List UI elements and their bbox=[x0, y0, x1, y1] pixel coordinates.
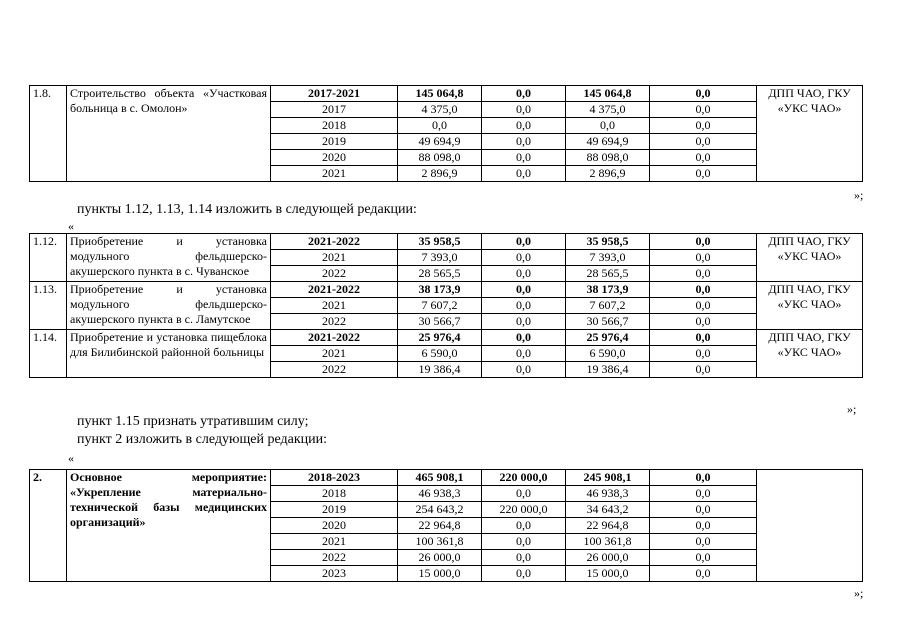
year-cell: 2019 bbox=[271, 502, 398, 518]
closing-quote-1: »; bbox=[854, 188, 864, 202]
amount-cell: 0,0 bbox=[650, 234, 757, 250]
amount-cell: 35 958,5 bbox=[398, 234, 482, 250]
item-number: 1.8. bbox=[30, 86, 67, 182]
program-table-3 bbox=[29, 469, 863, 582]
amount-cell: 0,0 bbox=[650, 330, 757, 346]
amount-cell: 0,0 bbox=[482, 166, 566, 182]
amount-cell: 0,0 bbox=[650, 314, 757, 330]
amount-cell: 0,0 bbox=[482, 134, 566, 150]
amount-cell: 0,0 bbox=[482, 150, 566, 166]
amount-cell: 0,0 bbox=[650, 150, 757, 166]
amount-cell: 0,0 bbox=[650, 566, 757, 582]
year-cell: 2019 bbox=[271, 134, 398, 150]
year-cell: 2022 bbox=[271, 266, 398, 282]
year-cell: 2022 bbox=[271, 314, 398, 330]
amount-cell: 0,0 bbox=[650, 250, 757, 266]
year-cell: 2020 bbox=[271, 150, 398, 166]
amount-cell: 254 643,2 bbox=[398, 502, 482, 518]
year-cell: 2021 bbox=[271, 250, 398, 266]
amount-cell: 0,0 bbox=[482, 314, 566, 330]
amount-cell: 0,0 bbox=[650, 118, 757, 134]
table-row bbox=[30, 282, 863, 298]
amount-cell: 0,0 bbox=[482, 566, 566, 582]
amount-cell: 6 590,0 bbox=[398, 346, 482, 362]
amount-cell: 0,0 bbox=[650, 298, 757, 314]
amount-cell: 15 000,0 bbox=[398, 566, 482, 582]
amount-cell: 220 000,0 bbox=[482, 470, 566, 486]
year-cell: 2021-2022 bbox=[271, 234, 398, 250]
year-cell: 2021 bbox=[271, 298, 398, 314]
item-name: Приобретение и установка модульного фельдшерско-акушерского пункта в с. Чуванское bbox=[67, 234, 271, 282]
amount-cell: 4 375,0 bbox=[398, 102, 482, 118]
table-row bbox=[30, 330, 863, 346]
amount-cell: 0,0 bbox=[482, 518, 566, 534]
amount-cell: 0,0 bbox=[650, 362, 757, 378]
amount-cell: 38 173,9 bbox=[398, 282, 482, 298]
amount-cell: 0,0 bbox=[482, 534, 566, 550]
responsible-executor: ДПП ЧАО, ГКУ «УКС ЧАО» bbox=[757, 86, 863, 182]
responsible-executor bbox=[757, 470, 863, 582]
amount-cell: 49 694,9 bbox=[566, 134, 650, 150]
amount-cell: 0,0 bbox=[650, 534, 757, 550]
amount-cell: 100 361,8 bbox=[566, 534, 650, 550]
year-cell: 2022 bbox=[271, 362, 398, 378]
amount-cell: 34 643,2 bbox=[566, 502, 650, 518]
amount-cell: 245 908,1 bbox=[566, 470, 650, 486]
amount-cell: 2 896,9 bbox=[566, 166, 650, 182]
amount-cell: 46 938,3 bbox=[566, 486, 650, 502]
item-name: Основное мероприятие: «Укрепление материально-технической базы медицинских организаций» bbox=[67, 470, 271, 582]
year-cell: 2021 bbox=[271, 166, 398, 182]
program-table-1 bbox=[29, 85, 863, 182]
amount-cell: 38 173,9 bbox=[566, 282, 650, 298]
amount-cell: 465 908,1 bbox=[398, 470, 482, 486]
amount-cell: 28 565,5 bbox=[566, 266, 650, 282]
amount-cell: 26 000,0 bbox=[566, 550, 650, 566]
year-cell: 2017-2021 bbox=[271, 86, 398, 102]
item-number: 1.12. bbox=[30, 234, 67, 282]
item-number: 2. bbox=[30, 470, 67, 582]
amount-cell: 0,0 bbox=[650, 282, 757, 298]
item-number: 1.13. bbox=[30, 282, 67, 330]
amount-cell: 88 098,0 bbox=[398, 150, 482, 166]
table-row bbox=[30, 470, 863, 486]
amount-cell: 0,0 bbox=[482, 346, 566, 362]
amount-cell: 0,0 bbox=[482, 330, 566, 346]
amount-cell: 0,0 bbox=[650, 102, 757, 118]
amount-cell: 0,0 bbox=[650, 346, 757, 362]
program-table-2 bbox=[29, 233, 863, 378]
amount-cell: 7 607,2 bbox=[566, 298, 650, 314]
amount-cell: 7 607,2 bbox=[398, 298, 482, 314]
amount-cell: 0,0 bbox=[650, 166, 757, 182]
amount-cell: 15 000,0 bbox=[566, 566, 650, 582]
amount-cell: 0,0 bbox=[482, 362, 566, 378]
year-cell: 2021-2022 bbox=[271, 282, 398, 298]
amount-cell: 30 566,7 bbox=[398, 314, 482, 330]
opening-quote-2: « bbox=[68, 451, 74, 465]
year-cell: 2017 bbox=[271, 102, 398, 118]
year-cell: 2018-2023 bbox=[271, 470, 398, 486]
amount-cell: 0,0 bbox=[482, 118, 566, 134]
amount-cell: 0,0 bbox=[482, 282, 566, 298]
amount-cell: 22 964,8 bbox=[566, 518, 650, 534]
amount-cell: 0,0 bbox=[650, 518, 757, 534]
responsible-executor: ДПП ЧАО, ГКУ «УКС ЧАО» bbox=[757, 330, 863, 378]
amount-cell: 2 896,9 bbox=[398, 166, 482, 182]
amount-cell: 145 064,8 bbox=[398, 86, 482, 102]
amount-cell: 7 393,0 bbox=[566, 250, 650, 266]
amount-cell: 49 694,9 bbox=[398, 134, 482, 150]
instruction-line-2: пункт 1.15 признать утратившим силу; bbox=[77, 414, 309, 429]
closing-quote-3: »; bbox=[854, 586, 864, 600]
amount-cell: 25 976,4 bbox=[566, 330, 650, 346]
amount-cell: 6 590,0 bbox=[566, 346, 650, 362]
amount-cell: 0,0 bbox=[650, 550, 757, 566]
amount-cell: 0,0 bbox=[482, 102, 566, 118]
amount-cell: 0,0 bbox=[650, 86, 757, 102]
amount-cell: 220 000,0 bbox=[482, 502, 566, 518]
amount-cell: 35 958,5 bbox=[566, 234, 650, 250]
instruction-line-3: пункт 2 изложить в следующей редакции: bbox=[77, 432, 327, 447]
year-cell: 2018 bbox=[271, 486, 398, 502]
amount-cell: 30 566,7 bbox=[566, 314, 650, 330]
amount-cell: 88 098,0 bbox=[566, 150, 650, 166]
item-number: 1.14. bbox=[30, 330, 67, 378]
amount-cell: 145 064,8 bbox=[566, 86, 650, 102]
amount-cell: 0,0 bbox=[482, 550, 566, 566]
amount-cell: 26 000,0 bbox=[398, 550, 482, 566]
amount-cell: 0,0 bbox=[482, 486, 566, 502]
amount-cell: 7 393,0 bbox=[398, 250, 482, 266]
amount-cell: 0,0 bbox=[482, 234, 566, 250]
amount-cell: 0,0 bbox=[398, 118, 482, 134]
amount-cell: 0,0 bbox=[482, 266, 566, 282]
year-cell: 2020 bbox=[271, 518, 398, 534]
amount-cell: 0,0 bbox=[650, 486, 757, 502]
amount-cell: 0,0 bbox=[650, 266, 757, 282]
amount-cell: 25 976,4 bbox=[398, 330, 482, 346]
amount-cell: 0,0 bbox=[482, 250, 566, 266]
amount-cell: 19 386,4 bbox=[566, 362, 650, 378]
amount-cell: 100 361,8 bbox=[398, 534, 482, 550]
opening-quote-1: « bbox=[68, 219, 74, 233]
year-cell: 2023 bbox=[271, 566, 398, 582]
year-cell: 2021 bbox=[271, 534, 398, 550]
amount-cell: 0,0 bbox=[566, 118, 650, 134]
amount-cell: 22 964,8 bbox=[398, 518, 482, 534]
year-cell: 2021 bbox=[271, 346, 398, 362]
amount-cell: 4 375,0 bbox=[566, 102, 650, 118]
year-cell: 2021-2022 bbox=[271, 330, 398, 346]
amount-cell: 0,0 bbox=[650, 502, 757, 518]
closing-quote-2: »; bbox=[847, 402, 857, 416]
year-cell: 2018 bbox=[271, 118, 398, 134]
amount-cell: 0,0 bbox=[482, 298, 566, 314]
instruction-line-1: пункты 1.12, 1.13, 1.14 изложить в следующей редакции: bbox=[77, 202, 417, 217]
item-name: Приобретение и установка пищеблока для Билибинской районной больницы bbox=[67, 330, 271, 378]
responsible-executor: ДПП ЧАО, ГКУ «УКС ЧАО» bbox=[757, 234, 863, 282]
amount-cell: 19 386,4 bbox=[398, 362, 482, 378]
amount-cell: 0,0 bbox=[650, 470, 757, 486]
item-name: Приобретение и установка модульного фельдшерско-акушерского пункта в с. Ламутское bbox=[67, 282, 271, 330]
amount-cell: 0,0 bbox=[482, 86, 566, 102]
table-row bbox=[30, 86, 863, 102]
item-name: Строительство объекта «Участковая больница в с. Омолон» bbox=[67, 86, 271, 182]
amount-cell: 28 565,5 bbox=[398, 266, 482, 282]
responsible-executor: ДПП ЧАО, ГКУ «УКС ЧАО» bbox=[757, 282, 863, 330]
amount-cell: 46 938,3 bbox=[398, 486, 482, 502]
table-row bbox=[30, 234, 863, 250]
amount-cell: 0,0 bbox=[650, 134, 757, 150]
year-cell: 2022 bbox=[271, 550, 398, 566]
